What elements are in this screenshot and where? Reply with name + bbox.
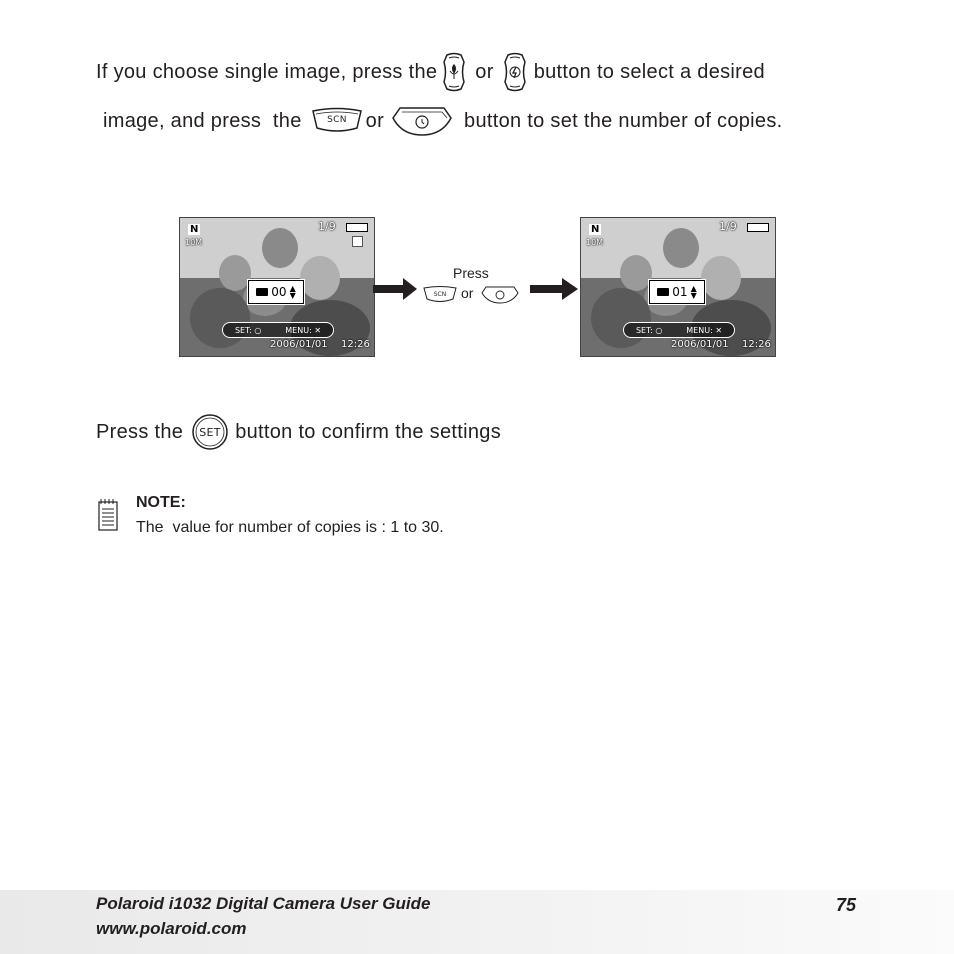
or-label: or [461, 285, 474, 301]
copies-value: 00 [271, 285, 287, 299]
camera-screen-after [580, 217, 776, 357]
printer-icon [256, 288, 268, 296]
menu-hint: MENU: ✕ [686, 325, 723, 335]
confirm-instruction [96, 412, 501, 452]
osd-menu-bar [623, 322, 735, 338]
battery-icon [747, 223, 769, 232]
image-counter: 1/9 [318, 220, 336, 233]
svg-text:SCN: SCN [433, 291, 447, 298]
copies-value: 01 [672, 285, 688, 299]
instruction-line-1-prefix: If you choose single image, press the [96, 60, 438, 83]
close-icon: ✕ [314, 325, 322, 335]
battery-icon [346, 223, 368, 232]
print-copies-box [649, 280, 705, 304]
scn-button-icon [310, 106, 364, 136]
instruction-line-1-suffix: button to select a desired [533, 60, 765, 83]
time-stamp: 12:26 [742, 339, 771, 350]
page-footer [0, 890, 954, 954]
up-down-arrows-icon: ▲ ▼ [690, 284, 697, 300]
internal-memory-icon [352, 236, 363, 247]
scn-button-label: SCN [326, 115, 347, 125]
note-text: The value for number of copies is : 1 to 30. [136, 519, 444, 536]
selftimer-button-small-icon [480, 285, 520, 305]
circle-icon: ○ [254, 325, 262, 335]
print-copies-box [248, 280, 304, 304]
close-icon: ✕ [715, 325, 723, 335]
set-button-icon [191, 413, 229, 451]
mode-badge: N [190, 224, 199, 235]
image-size-badge: 10M [185, 238, 203, 247]
arrow-right-icon [373, 278, 417, 300]
footer-title: Polaroid i1032 Digital Camera User Guide [96, 894, 431, 913]
time-stamp: 12:26 [341, 339, 370, 350]
down-macro-button-icon [441, 52, 467, 92]
arrow-right-icon [530, 278, 578, 300]
instruction-line-1-or: or [475, 60, 494, 83]
osd-menu-bar [222, 322, 334, 338]
right-selftimer-button-icon [390, 105, 454, 137]
set-button-label: SET [199, 426, 221, 439]
instruction-line-2-suffix: button to set the number of copies. [464, 109, 783, 132]
mode-badge: N [591, 224, 600, 235]
instruction-line-2-prefix: image, and press the [103, 109, 302, 132]
image-size-badge: 10M [586, 238, 604, 247]
set-hint: SET: ○ [234, 325, 262, 335]
menu-hint: MENU: ✕ [285, 325, 322, 335]
up-down-arrows-icon: ▲ ▼ [289, 284, 296, 300]
printer-icon [657, 288, 669, 296]
page-number: 75 [836, 895, 857, 915]
set-hint: SET: ○ [635, 325, 663, 335]
image-counter: 1/9 [719, 220, 737, 233]
note-title: NOTE: [136, 494, 186, 511]
instruction-line-2 [103, 104, 783, 138]
press-label: Press [453, 265, 489, 281]
down-flash-button-icon [502, 52, 528, 92]
date-stamp: 2006/01/01 [270, 339, 328, 350]
notepad-icon [96, 498, 120, 532]
circle-icon: ○ [655, 325, 663, 335]
scn-button-small-icon [422, 285, 458, 305]
camera-screen-before [179, 217, 375, 357]
confirm-prefix: Press the [96, 420, 184, 443]
date-stamp: 2006/01/01 [671, 339, 729, 350]
footer-url[interactable]: www.polaroid.com [96, 919, 247, 938]
instruction-line-2-or: or [365, 109, 385, 132]
instruction-line-1 [96, 52, 765, 92]
confirm-suffix: button to confirm the settings [235, 420, 501, 443]
